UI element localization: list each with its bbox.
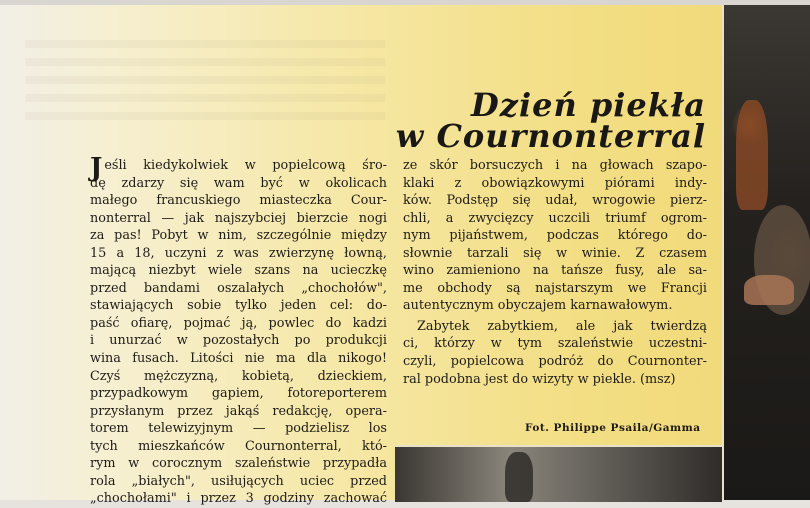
text-line: czyli, popielcowa podróż do Cournonter-	[403, 354, 707, 370]
drop-cap: J	[90, 153, 103, 183]
text-line: dę zdarzy się wam być w okolicach	[90, 175, 387, 191]
text-line: ze skór borsuczych i na głowach szapo-	[403, 158, 707, 173]
text-line: małego francuskiego miasteczka Cour-	[90, 193, 387, 209]
text-line: Czyś mężczyzną, kobietą, dzieckiem,	[90, 368, 387, 384]
photo-right	[722, 5, 810, 500]
article-title	[286, 86, 706, 155]
text-line: paść ofiarę, pojmać ją, powlec do kadzi	[90, 315, 387, 331]
text-line: klaki z obowiązkowymi piórami indy-	[403, 175, 707, 191]
text-line: przed bandami oszalałych „chochołów",	[90, 280, 387, 296]
photo-figure	[505, 452, 533, 502]
photo-figure	[736, 100, 768, 210]
text-line: ci, którzy w tym szaleństwie uczestni-	[403, 336, 707, 352]
text-line: rym w corocznym szaleństwie przypadła	[90, 456, 387, 472]
text-line: tych mieszkańców Cournonterral, któ-	[90, 438, 387, 454]
text-line: nym pijaństwem, podczas którego do-	[403, 228, 707, 244]
page-top-edge	[0, 0, 810, 5]
photo-credit: Fot. Philippe Psaila/Gamma	[525, 422, 701, 434]
text-line: ków. Podstęp się udał, wrogowie pierz-	[403, 193, 707, 209]
text-line: ral podobna jest do wizyty w piekle. (msz)	[403, 371, 676, 387]
text-line: stawiających sobie tylko jeden cel: do-	[90, 298, 387, 314]
text-line: przypadkowym gapiem, fotoreporterem	[90, 386, 387, 402]
text-line: wina fusach. Litości nie ma dla nikogo!	[90, 351, 387, 367]
text-line: me obchody są najstarszym we Francji	[403, 280, 707, 296]
first-line-text: eśli kiedykolwiek w popielcową śro-	[104, 158, 387, 173]
text-line: nonterral — jak najszybciej bierzcie nogi	[90, 210, 387, 226]
title-line-1: Dzień piekła	[471, 86, 706, 124]
text-line: przysłanym przez jakąś redakcję, opera-	[90, 403, 387, 419]
text-line: Zabytek zabytkiem, ale jak twierdzą	[417, 318, 707, 334]
text-line: torem telewizyjnym — podzielisz los	[90, 421, 387, 437]
photo-bottom	[395, 445, 722, 502]
article-column-2	[403, 157, 707, 388]
photo-arm	[744, 275, 794, 305]
text-line: 15 a 18, uczyni z was zwierzynę łowną,	[90, 245, 387, 261]
text-line: wino zamieniono na tańsze fusy, ale sa-	[403, 263, 707, 279]
text-line: „chochołami" i przez 3 godziny zachować	[90, 491, 387, 507]
text-line: za pas! Pobyt w nim, szczególnie między	[90, 228, 387, 244]
text-line: mającą niezbyt wiele szans na ucieczkę	[90, 263, 387, 279]
text-line: słownie tarzali się w winie. Z czasem	[403, 245, 707, 261]
text-line: autentycznym obyczajem karnawałowym.	[403, 298, 673, 314]
text-line: rola „białych", usiłujących uciec przed	[90, 473, 387, 489]
title-line-2: w Cournonterral	[395, 117, 706, 155]
text-line: chli, a zwycięzcy uczcili triumf ogrom-	[403, 210, 707, 226]
text-line: i unurzać w pozostałych po produkcji	[90, 333, 387, 349]
article-column-1	[90, 153, 387, 508]
